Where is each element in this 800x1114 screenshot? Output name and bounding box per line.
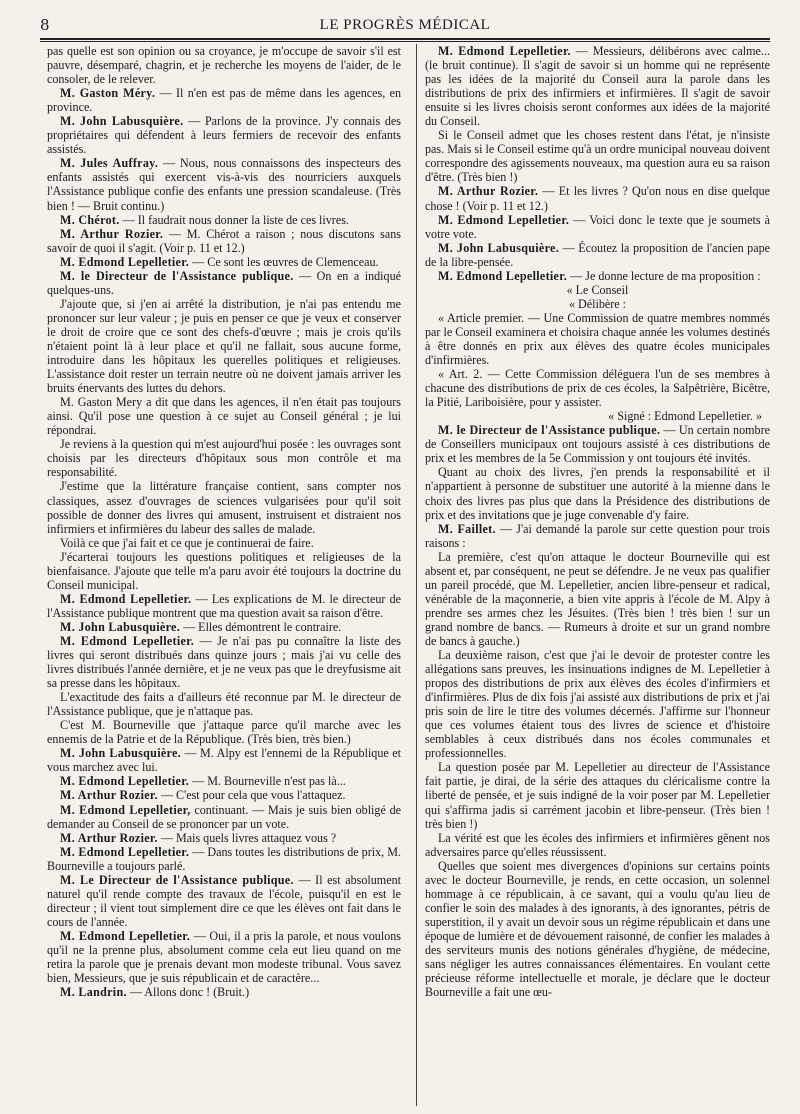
paragraph — [47, 929, 401, 985]
paragraph — [47, 634, 401, 690]
paragraph — [425, 648, 770, 760]
speaker-name: M. Edmond Lepelletier. — [60, 774, 190, 789]
paragraph-text: « Délibère : — [568, 296, 627, 311]
paragraph — [425, 522, 770, 550]
speaker-name: M. Edmond Lepelletier. — [60, 844, 190, 859]
paragraph — [425, 409, 770, 423]
paragraph — [425, 550, 770, 648]
paragraph-text: L'exactitude des faits a d'ailleurs été reconnue par M. le directeur de l'Assistance publique, que je n'attaque pas. — [47, 690, 401, 719]
paragraph — [47, 437, 401, 479]
left-column — [47, 44, 401, 999]
paragraph-text: J'écarterai toujours les questions politiques et religieuses de la bienfaisance. J'ajoute que telle m'a paru avoir été toujours la doctrine du Conseil municipal. — [47, 549, 401, 592]
paragraph-text: — Je n'ai pas pu connaître la liste des livres qui seront distribués dans quinze jours ; mais j'ai vu celle des livres distribués l'année dernière, et je ne veux pas que le dreyfusisme ait sa presse dans les hôpitaux. — [47, 633, 401, 691]
right-column — [425, 44, 770, 999]
paragraph — [47, 156, 401, 212]
paragraph — [425, 859, 770, 999]
paragraph-text: — Mais quels livres attaquez vous ? — [160, 830, 337, 845]
paragraph-text: — Voici donc le texte que je soumets à votre vote. — [425, 212, 770, 241]
paragraph — [47, 479, 401, 535]
paragraph-text: La deuxième raison, c'est que j'ai le devoir de protester contre les allégations sans preuves, les insinuations indignes de M. Lepelletier à propos des distributions de prix aux élèves des écoles d'infirmiers et d'infirmières. Plus de dix fois j'ai assisté aux distributions de prix et j'ai pris soin de lire le titre des volumes décernés. J'affirme sur l'honneur que ces volumes étaient tous des livres de science et d'histoire semblables à ceux distribués dans nos écoles communales et professionnelles. — [425, 648, 770, 761]
paragraph-text: — M. Bourneville n'est pas là... — [192, 774, 346, 789]
paragraph — [425, 367, 770, 409]
paragraph-text: Je reviens à la question qui m'est aujourd'hui posée : les ouvrages sont choisis par les directeurs d'hôpitaux sous mon contrôle et ma responsabilité. — [47, 437, 401, 480]
paragraph-text: — Ce sont les œuvres de Clemenceau. — [192, 254, 379, 269]
paragraph-text: M. Gaston Mery a dit que dans les agences, il n'en était pas toujours ainsi. Qu'il pose une question à ce sujet au Conseil général ; je lui répondrai. — [47, 395, 401, 438]
paragraph-text: La première, c'est qu'on attaque le docteur Bourneville qui est absent et, par conséquent, ne peut se défendre. Je ne veux pas qualifier un pareil procédé, que M. Lepelletier, ancien libre-penseur et radical, vénérable de la maçonnerie, a bien vite appris à l'école de M. Alpy à prendre ses armes chez les Jésuites. (Très bien ! très bien ! sur un grand nombre de bancs. — Rumeurs à droite et sur un grand nombre de bancs à gauche.) — [425, 549, 770, 648]
paragraph-text: — Parlons de la province. J'y connais des propriétaires qui défendent à leurs fermiers de recevoir des enfants assistés. — [47, 114, 401, 157]
paragraph-text: La question posée par M. Lepelletier au directeur de l'Assistance fait partie, je dirai, de la série des attaques du cléricalisme contre la liberté de pensée, et je suis indigné de la voir poser par M. Lepelletier qui s'affirma jadis si carrément jacobin et libre-penseur. (Très bien ! très bien !) — [425, 760, 770, 831]
paragraph-text: — Il faudrait nous donner la liste de ces livres. — [122, 212, 349, 227]
paragraph-text: Quelles que soient mes divergences d'opinions sur certains points avec le docteur Bourneville, je rends, en cette occasion, un solennel hommage à ce républicain, à ce savant, qui a voulu qu'au lieu de confier le soin des malades à des ignorants, à des ignorantes, pétris de superstition, il y avait un devoir sous un régime républicain et dans une époque de lumière et de dévouement raisonné, de confier les malades à des serviteurs munis des notions générales d'hygiène, de médecine, sans négliger les autres connaissances élémentaires. En voulant cette précieuse réforme intellectuelle et morale, je déclare que le docteur Bourneville a fait une œu- — [425, 858, 770, 1000]
speaker-name: M. Gaston Méry. — [60, 86, 156, 101]
paragraph-text: — C'est pour cela que vous l'attaquez. — [160, 788, 346, 803]
paragraph — [47, 690, 401, 718]
speaker-name: M. Landrin. — [60, 985, 127, 1000]
speaker-name: M. Jules Auffray. — [60, 156, 159, 171]
speaker-name: M. Edmond Lepelletier. — [438, 44, 571, 58]
paragraph — [47, 873, 401, 929]
speaker-name: M. Arthur Rozier. — [438, 184, 539, 199]
speaker-name: M. John Labusquière. — [60, 746, 181, 761]
paragraph — [47, 774, 401, 788]
paragraph — [425, 44, 770, 128]
paragraph — [47, 86, 401, 114]
paragraph — [47, 718, 401, 746]
paragraph — [47, 985, 401, 999]
paragraph — [47, 114, 401, 156]
speaker-name: M. Arthur Rozier. — [60, 788, 158, 803]
paragraph-text: — Elles démontrent le contraire. — [183, 619, 342, 634]
paragraph — [425, 283, 770, 297]
paragraph — [47, 213, 401, 227]
speaker-name: M. Edmond Lepelletier. — [60, 928, 191, 943]
paragraph-text: — Et les livres ? Qu'on nous en dise quelque chose ! (Voir p. 11 et 12.) — [425, 184, 770, 213]
paragraph-text: — Oui, il a pris la parole, et nous voulons qu'il ne la prenne plus, absolument comme cela eut lieu quand on me retira la parole que je prenais devant mon modeste tribunal. Vous savez bien, Messieurs, que je suis républicain et de caractère... — [47, 928, 401, 986]
speaker-name: M. John Labusquière. — [438, 240, 560, 255]
paragraph — [425, 213, 770, 241]
paragraph — [425, 465, 770, 521]
paragraph — [425, 831, 770, 859]
paragraph — [47, 297, 401, 395]
paragraph — [425, 760, 770, 830]
paragraph-text: — Un certain nombre de Conseillers municipaux ont toujours assisté à ces distributions de prix et les membres de la 5e Commission y ont toujours été invités. — [425, 423, 770, 466]
paragraph — [47, 620, 401, 634]
paragraph-text: — Il est absolument naturel qu'il rende compte des travaux de l'école, puisqu'il en est le directeur ; il vient tout simplement dire ce que les élèves ont fait dans le cours de l'année. — [47, 872, 401, 929]
paragraph — [425, 128, 770, 184]
paragraph-text: « Art. 2. — Cette Commission déléguera l'un de ses membres à chacune des distributions de prix de ces écoles, la Salpêtrière, Bicêtre, la Pitié, Lariboisière, pour y assister. — [425, 367, 770, 410]
paragraph-text: — Nous, nous connaissons des inspecteurs des enfants assistés qui exercent vis-à-vis des nourriciers auxquels l'Assistance publique confie des enfants une pression scandaleuse. (Très bien ! — Bruit continu.) — [47, 156, 401, 213]
speaker-name: M. Chérot. — [60, 212, 120, 227]
paragraph — [47, 44, 401, 86]
paragraph-text: La vérité est que les écoles des infirmiers et infirmières gênent nos adversaires parce qu'elles réussissent. — [425, 830, 770, 859]
paragraph-text: pas quelle est son opinion ou sa croyance, je m'occupe de savoir s'il est pauvre, désemparé, chagrin, et je recherche les moyens de l'aider, de le consoler, de le relever. — [47, 44, 401, 87]
speaker-name: M. Edmond Lepelletier. — [438, 268, 568, 283]
speaker-name: M. Arthur Rozier. — [60, 830, 158, 845]
paragraph — [425, 184, 770, 212]
paragraph — [425, 241, 770, 269]
paragraph-text: — Messieurs, délibérons avec calme... (le bruit continue). Il s'agit de savoir si un homme qui ne représente pas les idées de la majorité du Conseil aura la parole dans les distributions de prix des infirmiers et infirmières. Il s'agit de savoir ensuite si les livres choisis seront conformes aux idées de la majorité du Conseil. — [425, 44, 770, 129]
paragraph-text: C'est M. Bourneville que j'attaque parce qu'il marche avec les ennemis de la Patrie et de la République. (Très bien, très bien.) — [47, 718, 401, 747]
paragraph — [47, 592, 401, 620]
header-rule — [40, 38, 770, 40]
speaker-name: M. Edmond Lepelletier, — [60, 802, 191, 817]
paragraph-text: Voilà ce que j'ai fait et ce que je continuerai de faire. — [60, 535, 314, 550]
paragraph — [47, 395, 401, 437]
paragraph-text: Si le Conseil admet que les choses restent dans l'état, je n'insiste pas. Mais si le Conseil estime qu'à un ordre municipal nouveau doivent correspondre des agissements nouveaux, ma question aura eu sa raison d'être. (Très bien !) — [425, 128, 770, 185]
paragraph-text: — Les explications de M. le directeur de l'Assistance publique montrent que ma question avait sa raison d'être. — [47, 591, 401, 620]
paragraph-text: — Écoutez la proposition de l'ancien pape de la libre-pensée. — [425, 240, 770, 269]
paragraph-text: — Dans toutes les distributions de prix, M. Bourneville a toujours parlé. — [47, 844, 401, 873]
paragraph — [425, 297, 770, 311]
speaker-name: M. Le Directeur de l'Assistance publique. — [60, 872, 294, 887]
paragraph-text: « Article premier. — Une Commission de quatre membres nommés par le Conseil examinera et choisira chaque année les volumes destinés à être donnés en prix aux élèves des quatre écoles municipales d'infirmières. — [425, 310, 770, 368]
speaker-name: M. Faillet. — [438, 521, 496, 536]
paragraph — [47, 536, 401, 550]
paragraph — [47, 269, 401, 297]
paragraph-text: — M. Alpy est l'ennemi de la République et vous marchez avec lui. — [47, 746, 401, 775]
speaker-name: M. Edmond Lepelletier. — [438, 212, 570, 227]
paragraph-text: — Allons donc ! (Bruit.) — [129, 985, 250, 1000]
paragraph-text: J'estime que la littérature française contient, sans compter nos classiques, assez d'ouvrages de sciences vulgarisées pour qu'il soit possible de donner des livres qui amusent, instruisent et distraient nos infirmiers et infirmières du labeur des salles de malade. — [47, 479, 401, 536]
speaker-name: M. Edmond Lepelletier. — [60, 633, 195, 648]
paragraph — [47, 255, 401, 269]
speaker-name: M. John Labusquière. — [60, 619, 181, 634]
paragraph-text: — J'ai demandé la parole sur cette question pour trois raisons : — [425, 521, 770, 550]
speaker-name: M. Edmond Lepelletier. — [60, 591, 192, 606]
paragraph — [425, 311, 770, 367]
speaker-name: M. le Directeur de l'Assistance publique. — [60, 268, 294, 283]
paragraph-text: — Il n'en est pas de même dans les agences, en province. — [47, 86, 402, 115]
paragraph-text: continuant. — Mais je suis bien obligé de demander au Conseil de se prononcer par un vote. — [47, 802, 402, 831]
paragraph-text: « Le Conseil — [566, 282, 629, 297]
paragraph-text: J'ajoute que, si j'en ai arrêté la distribution, je n'ai pas entendu me prononcer sur leur valeur ; je puis en penser ce que je veux et conserver le droit de croire que ce sont des chefs-d'œuvre ; mais je crois qu'ils n'étaient point là à leur place et qu'il ne fallait, sous aucune forme, introduire dans les hôpitaux les querelles politiques et religieuses. L'assistance doit rester un terrain neutre où ne doivent jamais arriver les bruits énervants des luttes du dehors. — [47, 296, 401, 396]
running-title: LE PROGRÈS MÉDICAL — [319, 17, 491, 33]
speaker-name: M. Edmond Lepelletier. — [60, 254, 190, 269]
paragraph — [47, 831, 401, 845]
paragraph-text: — M. Chérot a raison ; nous discutons sans savoir de quoi il s'agit. (Voir p. 11 et 12.) — [47, 226, 402, 255]
paragraph — [47, 746, 401, 774]
header-rule-thin — [40, 41, 770, 42]
paragraph — [425, 269, 770, 283]
paragraph — [47, 227, 401, 255]
page-number: 8 — [40, 16, 50, 34]
paragraph-text: Quant au choix des livres, j'en prends la responsabilité et il n'appartient à personne de substituer une autorité à la mienne dans le choix des livres pas plus que dans la Présidence des distributions de prix et des invitations que je juge convenable d'y faire. — [425, 465, 770, 522]
paragraph — [47, 788, 401, 802]
speaker-name: M. John Labusquière. — [60, 114, 184, 129]
paragraph — [425, 423, 770, 465]
speaker-name: M. le Directeur de l'Assistance publique. — [438, 423, 661, 438]
speaker-name: M. Arthur Rozier. — [60, 226, 164, 241]
paragraph-text: « Signé : Edmond Lepelletier. » — [608, 409, 762, 424]
paragraph — [47, 845, 401, 873]
paragraph-text: — On en a indiqué quelques-uns. — [47, 268, 402, 297]
paragraph — [47, 550, 401, 592]
paragraph — [47, 803, 401, 831]
paragraph-text: — Je donne lecture de ma proposition : — [570, 268, 761, 283]
column-divider — [416, 44, 417, 1106]
